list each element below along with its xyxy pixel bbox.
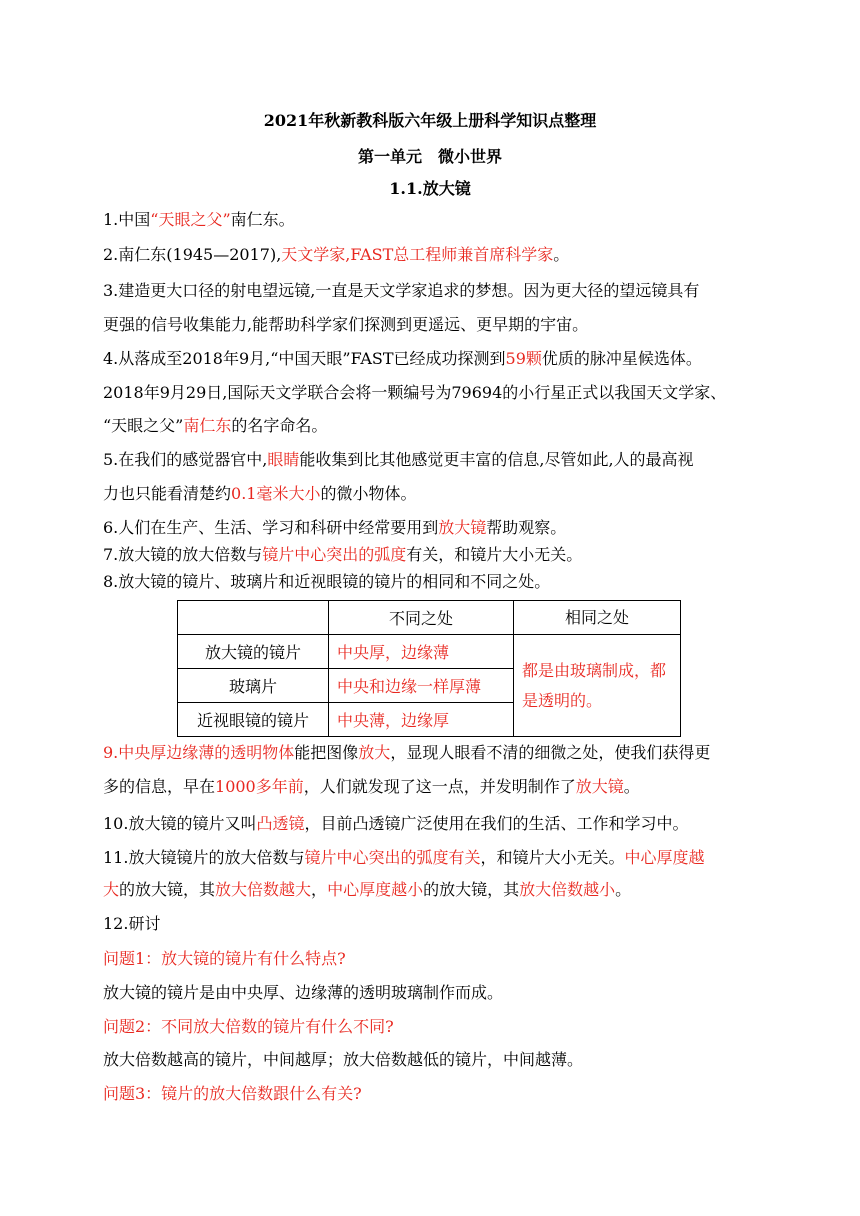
body-text-segment: ，显现人眼看不清的细微之处，使我们获得更 — [390, 743, 711, 762]
body-text-segment: 能收集到比其他感觉更丰富的信息,尽管如此,人的最高视 — [299, 450, 694, 469]
body-text-segment: 10.放大镜的镜片又叫 — [103, 814, 257, 833]
body-text-segment: 的名字命名。 — [231, 416, 328, 435]
highlight-text: 问题3：镜片的放大倍数跟什么有关? — [103, 1084, 362, 1103]
text-line — [103, 914, 160, 934]
highlight-text: 镜片中心突出的弧度 — [262, 545, 407, 564]
text-line — [103, 949, 346, 969]
body-text-segment: 的微小物体。 — [320, 484, 417, 503]
body-text-segment: 2018年9月29日,国际天文学联合会将一颗编号为79694的小行星正式以我国天文学家、 — [103, 383, 727, 402]
text-line — [103, 245, 569, 265]
table-header-cell: 不同之处 — [329, 601, 514, 635]
table-header-cell — [178, 601, 329, 635]
body-text-segment: 有关，和镜片大小无关。 — [406, 545, 583, 564]
body-text-segment: 帮助观察。 — [486, 518, 567, 537]
body-text-segment: 7.放大镜的放大倍数与 — [103, 545, 263, 564]
text-line — [103, 572, 550, 592]
highlight-text: 中心厚度越 — [624, 848, 705, 867]
body-text-segment: 的放大镜，其 — [423, 880, 520, 899]
body-text-segment: 优质的脉冲星候选体。 — [541, 349, 702, 368]
highlight-text: 天文学家,FAST总工程师兼首席科学家 — [281, 245, 554, 264]
text-line — [103, 281, 699, 301]
highlight-text: 镜片中心突出的弧度有关 — [304, 848, 481, 867]
body-text-segment: 4.从落成至2018年9月,“中国天眼”FAST已经成功探测到 — [103, 349, 506, 368]
text-line — [103, 450, 694, 470]
text-line — [103, 983, 503, 1003]
highlight-text: 南仁东 — [183, 416, 232, 435]
body-text-segment: ，和镜片大小无关。 — [480, 848, 625, 867]
body-text-segment: 南仁东。 — [230, 210, 295, 229]
text-line — [103, 349, 702, 369]
body-text-segment: 多的信息，早在 — [103, 777, 216, 796]
text-line — [103, 814, 688, 834]
highlight-text: 大 — [103, 880, 120, 899]
text-line — [103, 518, 566, 538]
highlight-text: 0.1毫米大小 — [231, 484, 321, 503]
body-text-segment: 更强的信号收集能力,能帮助科学家们探测到更遥远、更早期的宇宙。 — [103, 315, 589, 334]
text-line — [103, 315, 588, 335]
unit-heading: 第一单元 微小世界 — [357, 147, 502, 166]
highlight-text: 放大镜 — [438, 518, 487, 537]
text-line — [103, 1050, 583, 1070]
lesson-heading: 1.1.放大镜 — [389, 179, 471, 198]
body-text-segment: 5.在我们的感觉器官中, — [103, 450, 268, 469]
body-text-segment: ， — [311, 880, 328, 899]
text-line — [103, 880, 631, 900]
text-line — [103, 545, 582, 565]
body-text-segment: 3.建造更大口径的射电望远镜,一直是天文学家追求的梦想。因为更大径的望远镜具有 — [103, 281, 700, 300]
table-header-cell: 相同之处 — [514, 601, 681, 635]
body-text-segment: 力也只能看清楚约 — [103, 484, 232, 503]
body-text-segment: 能把图像 — [294, 743, 359, 762]
highlight-text: 放大倍数越小 — [519, 880, 616, 899]
table-cell-diff: 中央和边缘一样厚薄 — [329, 669, 514, 703]
body-text-segment: ，目前凸透镜广泛使用在我们的生活、工作和学习中。 — [304, 814, 689, 833]
text-line — [103, 743, 710, 763]
text-line — [103, 777, 640, 797]
text-line — [103, 848, 705, 868]
highlight-text: 凸透镜 — [256, 814, 305, 833]
text-line — [103, 383, 726, 403]
body-text-segment: 11.放大镜镜片的放大倍数与 — [103, 848, 305, 867]
highlight-text: 中心厚度越小 — [327, 880, 424, 899]
highlight-text: 放大 — [358, 743, 391, 762]
body-text-segment: 放大镜的镜片是由中央厚、边缘薄的透明玻璃制作而成。 — [103, 983, 504, 1002]
text-line — [103, 1017, 394, 1037]
table-cell-name: 放大镜的镜片 — [178, 635, 329, 669]
highlight-text: 放大镜 — [575, 777, 624, 796]
body-text-segment: ，人们就发现了这一点，并发明制作了 — [303, 777, 576, 796]
table-cell-diff: 中央薄，边缘厚 — [329, 703, 514, 737]
body-text-segment: 12.研讨 — [103, 914, 161, 933]
table-row — [178, 635, 681, 669]
body-text-segment: 的放大镜，其 — [119, 880, 216, 899]
body-text-segment: 。 — [553, 245, 570, 264]
table-header-row — [178, 601, 681, 635]
text-line — [103, 416, 327, 436]
body-text-segment: 。 — [623, 777, 640, 796]
text-line — [103, 210, 295, 230]
highlight-text: 9.中央厚边缘薄的透明物体 — [103, 743, 295, 762]
body-text-segment: “天眼之父” — [103, 416, 184, 435]
highlight-text: 问题2：不同放大倍数的镜片有什么不同? — [103, 1017, 394, 1036]
highlight-text: 眼睛 — [267, 450, 300, 469]
table-cell-same: 都是由玻璃制成，都是透明的。 — [514, 635, 681, 737]
table-cell-name: 玻璃片 — [178, 669, 329, 703]
body-text-segment: 1.中国 — [103, 210, 151, 229]
table-cell-diff: 中央厚，边缘薄 — [329, 635, 514, 669]
highlight-text: 问题1：放大镜的镜片有什么特点? — [103, 949, 346, 968]
text-line — [103, 484, 416, 504]
body-text-segment: 。 — [615, 880, 632, 899]
highlight-text: 放大倍数越大 — [215, 880, 312, 899]
table-cell-name: 近视眼镜的镜片 — [178, 703, 329, 737]
document-title: 2021年秋新教科版六年级上册科学知识点整理 — [263, 111, 597, 130]
body-text-segment: 2.南仁东(1945—2017), — [103, 245, 282, 264]
highlight-text: “天眼之父” — [150, 210, 231, 229]
comparison-table — [177, 600, 681, 737]
body-text-segment: 放大倍数越高的镜片，中间越厚；放大倍数越低的镜片，中间越薄。 — [103, 1050, 584, 1069]
body-text-segment: 6.人们在生产、生活、学习和科研中经常要用到 — [103, 518, 439, 537]
highlight-text: 1000多年前 — [215, 777, 304, 796]
highlight-text: 59颗 — [505, 349, 542, 368]
body-text-segment: 8.放大镜的镜片、玻璃片和近视眼镜的镜片的相同和不同之处。 — [103, 572, 551, 591]
text-line — [103, 1084, 362, 1104]
